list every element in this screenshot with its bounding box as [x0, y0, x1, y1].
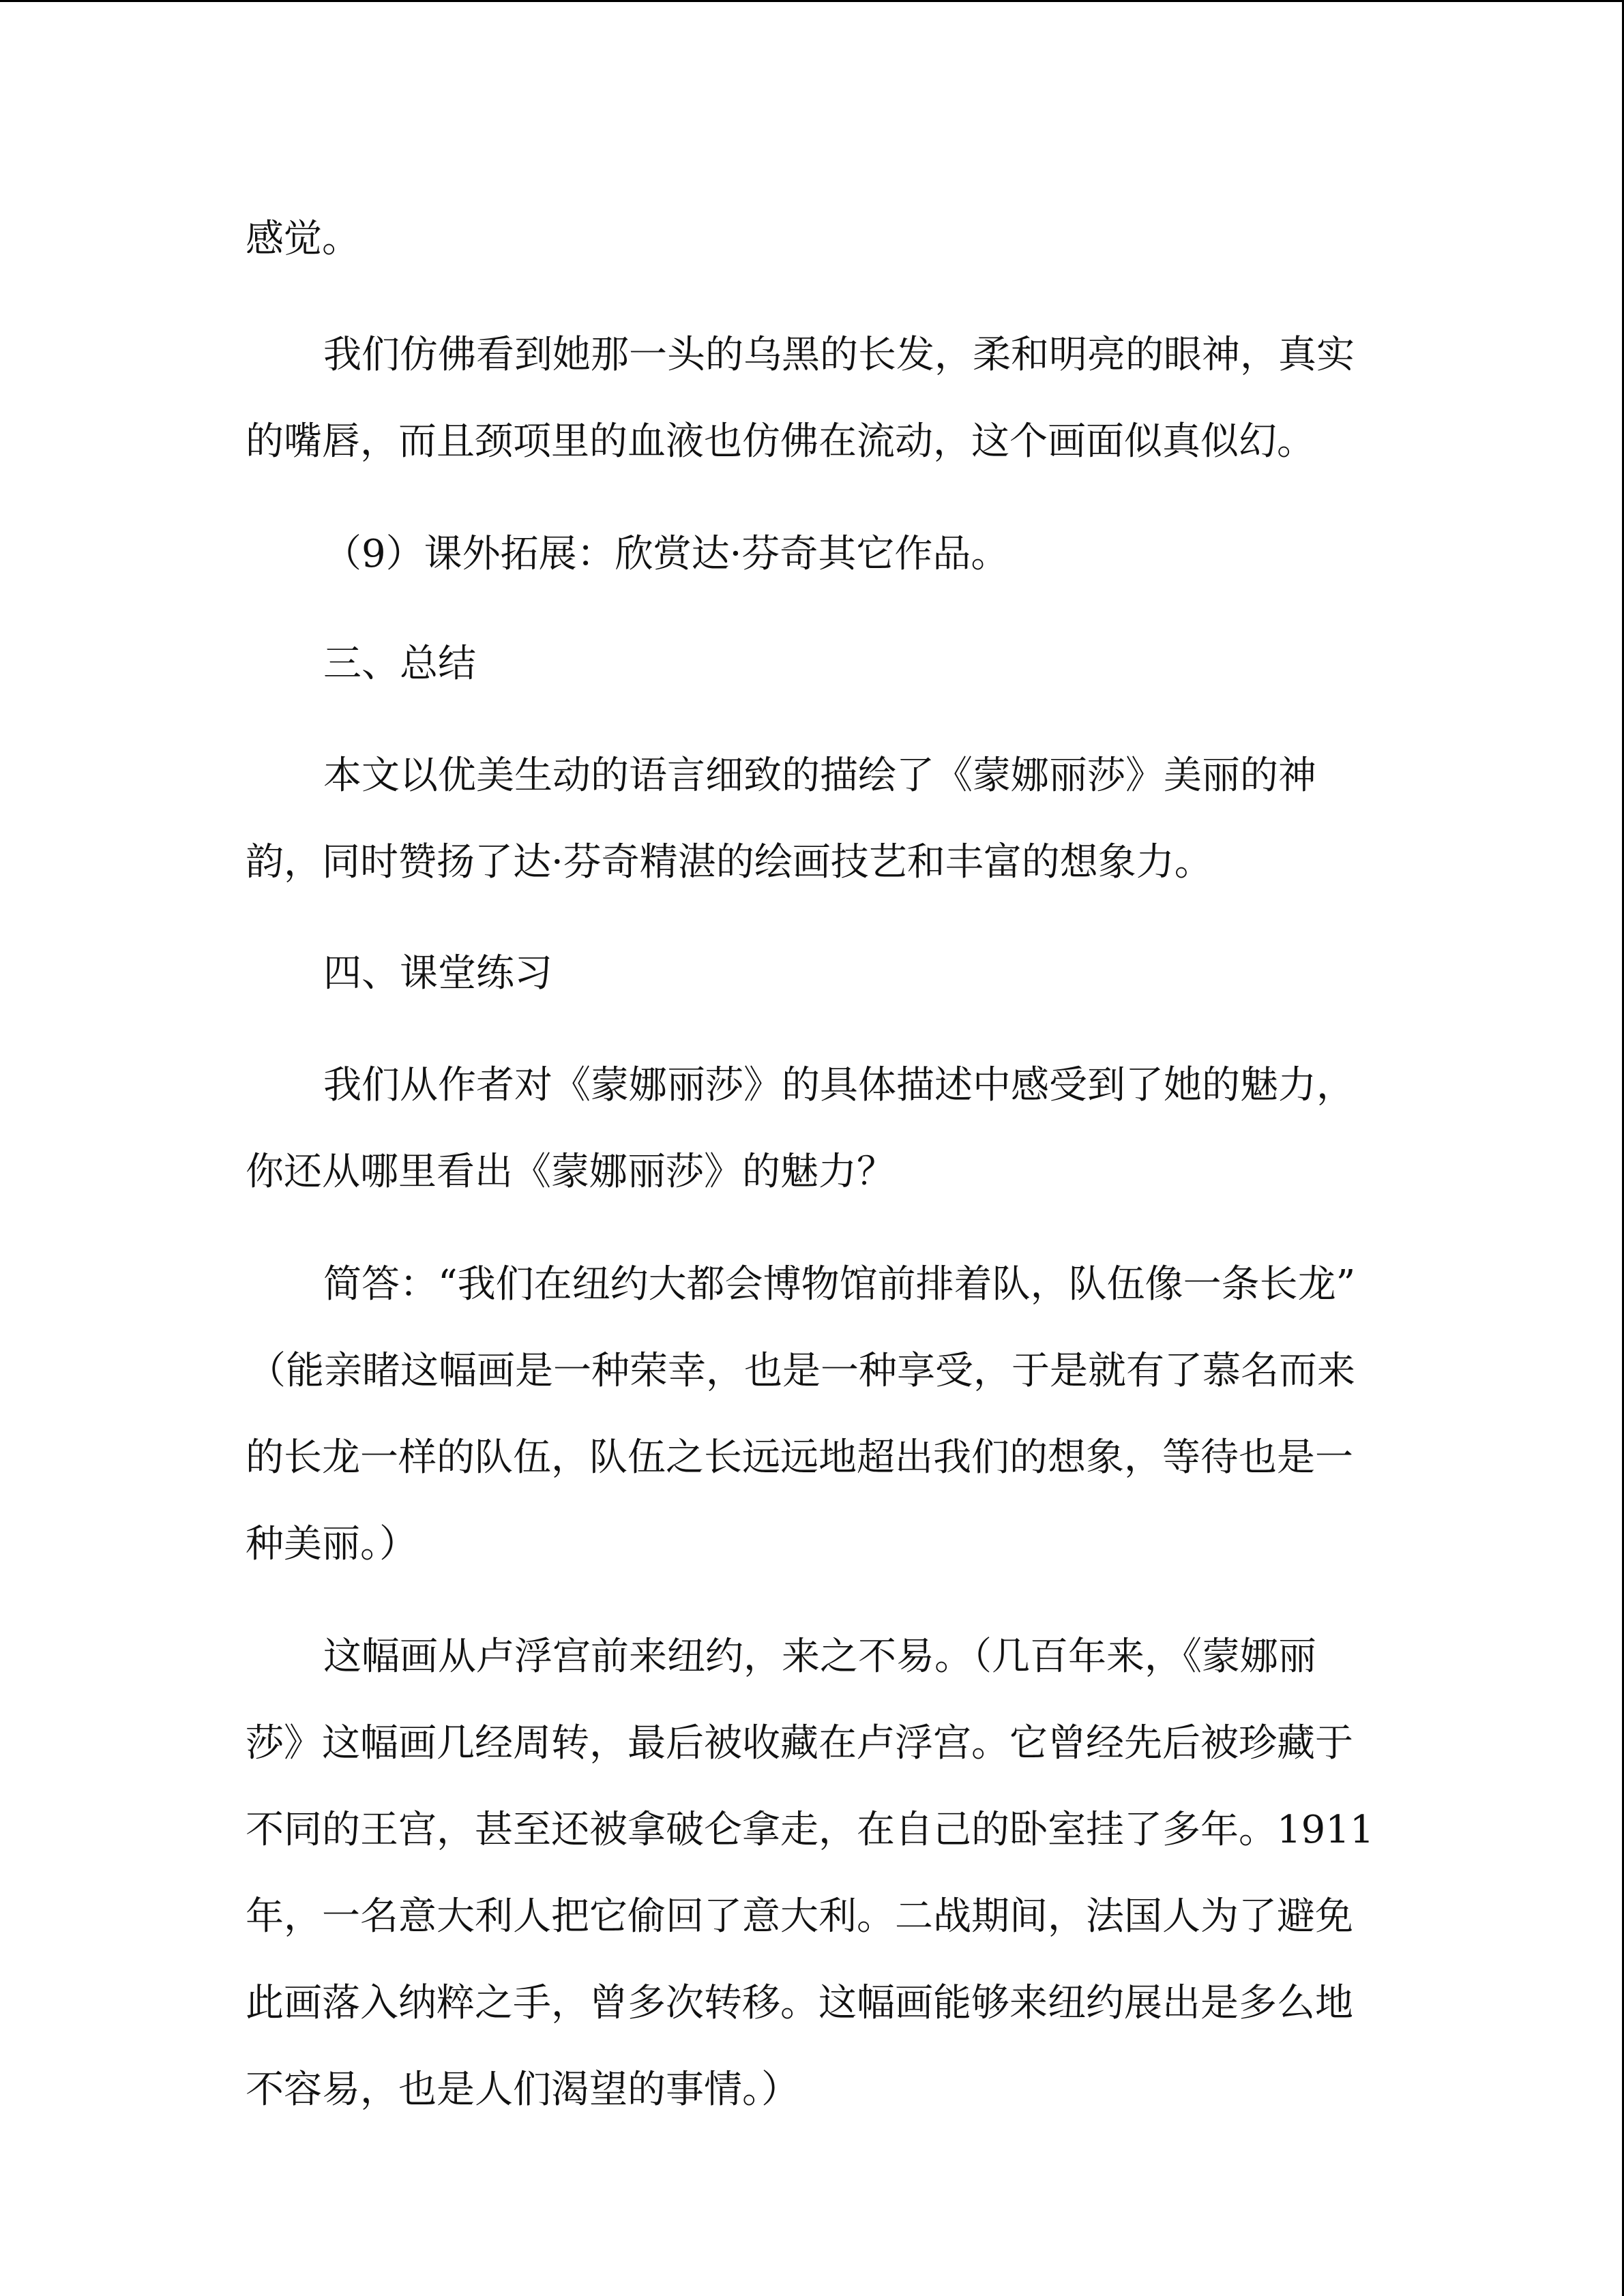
- text-line: 莎》这幅画几经周转，最后被收藏在卢浮宫。它曾经先后被珍藏于: [246, 1721, 1353, 1765]
- text-line: 不同的王宫，甚至还被拿破仑拿走，在自己的卧室挂了多年。1911: [246, 1808, 1374, 1852]
- text-line: 此画落入纳粹之手，曾多次转移。这幅画能够来纽约展出是多么地: [246, 1981, 1353, 2025]
- text-line: 你还从哪里看出《蒙娜丽莎》的魅力？: [246, 1150, 895, 1194]
- text-line: 的嘴唇，而且颈项里的血液也仿佛在流动，这个画面似真似幻。: [246, 419, 1315, 464]
- text-line: 韵，同时赞扬了达·芬奇精湛的绘画技艺和丰富的想象力。: [246, 840, 1213, 884]
- text-line: 我们从作者对《蒙娜丽莎》的具体描述中感受到了她的魅力，: [323, 1063, 1355, 1107]
- text-line: 我们仿佛看到她那一头的乌黑的长发，柔和明亮的眼神，真实: [323, 333, 1355, 377]
- text-line: 本文以优美生动的语言细致的描绘了《蒙娜丽莎》美丽的神: [323, 754, 1316, 798]
- text-line: 这幅画从卢浮宫前来纽约，来之不易。（几百年来，《蒙娜丽: [323, 1635, 1316, 1679]
- text-line: （9）课外拓展：欣赏达·芬奇其它作品。: [323, 532, 1009, 576]
- text-line: 不容易，也是人们渴望的事情。）: [246, 2068, 799, 2112]
- text-line: 感觉。: [246, 217, 360, 261]
- text-line: 简答：“我们在纽约大都会博物馆前排着队，队伍像一条长龙”: [323, 1262, 1356, 1307]
- text-line: 的长龙一样的队伍，队伍之长远远地超出我们的想象，等待也是一: [246, 1435, 1353, 1480]
- section-heading: 四、课堂练习: [323, 951, 552, 996]
- text-line: 种美丽。）: [246, 1522, 417, 1566]
- section-heading: 三、总结: [323, 642, 476, 686]
- text-line: （能亲睹这幅画是一种荣幸，也是一种享受，于是就有了慕名而来: [248, 1349, 1355, 1393]
- text-line: 年，一名意大利人把它偷回了意大利。二战期间，法国人为了避免: [246, 1894, 1353, 1939]
